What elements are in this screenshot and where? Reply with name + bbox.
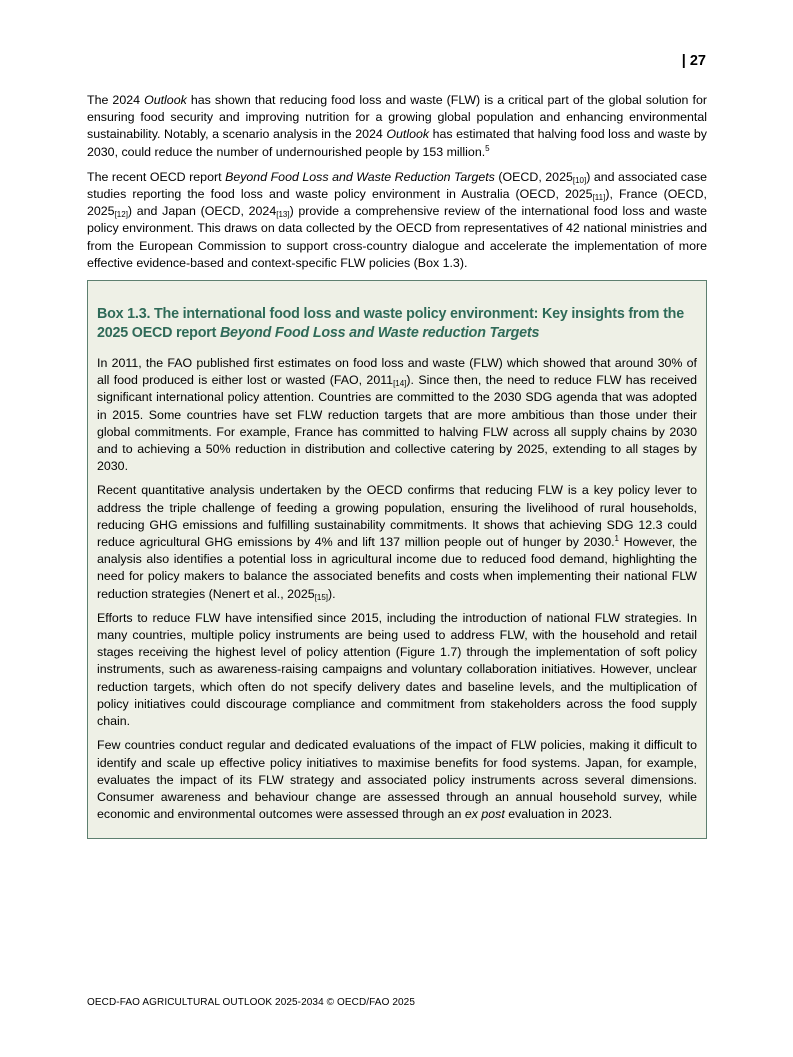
reference-marker[interactable]: [10] bbox=[572, 175, 587, 185]
page-footer: OECD-FAO AGRICULTURAL OUTLOOK 2025-2034 © OECD/FAO 2025 bbox=[87, 997, 415, 1008]
box-paragraph-3: Efforts to reduce FLW have intensified since 2015, including the introduction of national FLW strategies. In many countries, multiple policy instruments are being used to address FLW, with the household and retail stages receiving the highest level of policy attention (Figure 1.7) through the implementation of soft policy instruments, such as awareness-raising campaigns and voluntary collaboration initiatives. However, unclear reduction targets, which often do not specify delivery dates and baseline levels, and the multiplication of policy initiatives could discourage compliance and commitment from stakeholders across the food supply chain. bbox=[97, 610, 697, 729]
reference-marker[interactable]: [12] bbox=[114, 210, 128, 220]
ex-post-italic: ex post bbox=[464, 807, 505, 822]
intro-paragraph-1: The 2024 Outlook has shown that reducing food loss and waste (FLW) is a critical part of the global solution for ensuring food security and improving nutrition for a growing global population and enhancing environmental sustainability. Notably, a scenario analysis in the 2024 Outlook has estimated that halving food loss and waste by 2030, could reduce the number of undernourished people by 153 million.$^5$ bbox=[87, 93, 707, 159]
reference-marker[interactable]: [14] bbox=[393, 379, 407, 389]
endnote-marker[interactable]: 1 bbox=[614, 534, 619, 544]
box-paragraph-2: Recent quantitative analysis undertaken by the OECD confirms that reducing FLW is a key policy lever to address the triple challenge of feeding a growing population, ensuring the livelihood of rural households, reducing GHG emissions and fulfilling sustainability commitments. It shows that achieving SDG 12.3 could reduce agricultural GHG emissions by 4% and lift 137 million people out of hunger by 2030.$^1$ However, the analysis also identifies a potential loss in agricultural income due to reduced food demand, highlighting the need for policy makers to balance the associated benefits and costs when implementing their national FLW reduction strategies (Nenert et al., $2025_{[15]}$). bbox=[97, 483, 698, 602]
reference-marker[interactable]: [11] bbox=[592, 193, 606, 203]
box-1-3 bbox=[87, 280, 707, 839]
reference-marker[interactable]: [13] bbox=[276, 210, 290, 220]
intro-paragraph-2: The recent OECD report Beyond Food Loss and Waste Reduction Targets (OECD, $2025_{[10]}$) and associated case studies reporting the food loss and waste policy environment in Australia (OECD, $2025_{[11]}$), France (OECD, $2025_{[12]}$) and Japan (OECD, $2024_{[13]}$) provide a comprehensive review of the international food loss and waste policy environment. This draws on data collected by the OECD from representatives of 42 national ministries and from the European Commission to support cross-country dialogue and accelerate the implementation of more effective evidence-based and context-specific FLW policies (Box 1.3). bbox=[87, 169, 708, 270]
box-title-italic: Beyond Food Loss and Waste reduction Targets bbox=[219, 325, 540, 342]
report-title-italic: Beyond Food Loss and Waste Reduction Targets bbox=[225, 169, 495, 184]
endnote-marker[interactable]: 5 bbox=[485, 143, 490, 153]
reference-marker[interactable]: [15] bbox=[314, 592, 328, 602]
page-content bbox=[87, 92, 707, 839]
outlook-italic: Outlook bbox=[144, 93, 187, 107]
box-paragraph-1: In 2011, the FAO published first estimates on food loss and waste (FLW) which showed that around 30% of all food produced is either lost or wasted (FAO, $2011_{[14]}$). Since then, the need to reduce FLW has received significant international policy attention. Countries are committed to the 2030 SDG agenda that was adopted in 2015. Some countries have set FLW reduction targets that are more ambitious than those under their global commitments. For example, France has committed to halving FLW across all supply chains by 2030 and to achieving a 50% reduction in distribution and collective catering by 2025, extending to all stages by 2030. bbox=[97, 356, 697, 474]
page-number: | 27 bbox=[681, 53, 706, 69]
box-paragraph-4: Few countries conduct regular and dedicated evaluations of the impact of FLW policies, making it difficult to identify and scale up effective policy initiatives to maximise benefits for food systems. Japan, for example, evaluates the impact of its FLW strategy and associated policy instruments across several dimensions. Consumer awareness and behaviour change are assessed through an annual household survey, while economic and environmental outcomes were assessed through an ex post evaluation in 2023. bbox=[97, 738, 697, 822]
outlook-italic: Outlook bbox=[386, 127, 430, 142]
box-title: Box 1.3. The international food loss and waste policy environment: Key insights from the 2025 OECD report Beyond Food Loss and Waste reduction Targets bbox=[97, 306, 684, 342]
